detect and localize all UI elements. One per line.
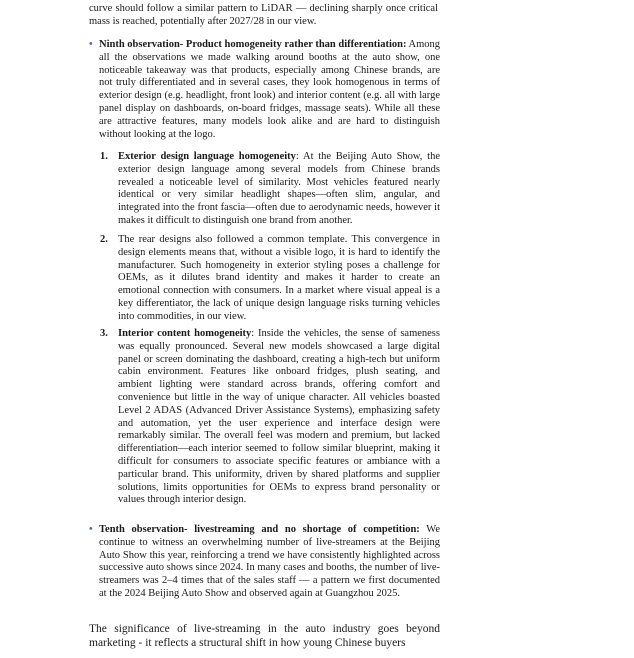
item-number: 3. [100,328,108,339]
item-number: 2. [100,234,108,245]
bullet-ninth-observation [89,39,440,141]
item-text [118,234,440,324]
numbered-item-interior [100,328,440,507]
bullet-marker: • [89,524,93,535]
bullet-body: We continue to witness an overwhelming number of live-streamers at the Beijing Auto Show this year, reinforcing a trend we have consistently highlighted across successive auto shows since 2024. In many cases and booths, the number of live-streamers was 2–4 times that of the sales staff — a pattern we first documented at the 2024 Beijing Auto Show and observed again at Guangzhou 2025. [99,524,441,599]
numbered-item-exterior [100,151,440,228]
bullet-heading: Tenth observation- livestreaming and no shortage of competition: [99,524,420,535]
numbered-item-rear-design [100,234,440,324]
closing-paragraph: The significance of live-streaming in the auto industry goes beyond marketing - it reflects a structural shift in how young Chinese buyers [89,623,440,649]
item-text [118,328,440,507]
item-number: 1. [100,151,108,162]
item-heading: Interior content homogeneity [118,328,252,339]
item-body: : At the Beijing Auto Show, the exterior design language among several models from Chinese brands revealed a noticeable level of similarity. Most vehicles featured nearly identical or very similar headlight shapes—often slim, angular, and integrated into the front fascia—often due to aerodynamic needs, however it makes it difficult to distinguish one brand from another. [118,151,440,226]
item-text [118,151,440,228]
item-heading: Exterior design language homogeneity [118,151,296,162]
bullet-tenth-observation [89,524,440,601]
bullet-body: Among all the observations we made walking around booths at the auto show, one noticeable takeaway was that products, especially among Chinese brands, are not truly differentiated and in several cases, they look homogenous in terms of exterior design (e.g. headlight, front look) and interior content (e.g. all with large panel display on dashboards, on-board fridges, massage seats). While all these are attractive features, many models look alike and are hard to distinguish without looking at the logo. [99,39,441,140]
bullet-marker: • [89,39,93,50]
item-body: The rear designs also followed a common template. This convergence in design elements means that, without a visible logo, it is hard to identify the manufacturer. Such homogeneity in exterior styling poses a challenge for OEMs, as it dilutes brand identity and makes it harder to create an emotional connection with consumers. In a market where visual appeal is a key differentiator, the lack of unique design language risks turning vehicles into commodities, in our view. [118,234,440,322]
item-body: : Inside the vehicles, the sense of sameness was equally pronounced. Several new models showcased a large digital panel or screen dominating the dashboard, creating a high-tech but uniform cabin environment. Features like onboard fridges, plush seating, and ambient lighting were standard across brands, offering comfort and convenience but little in the way of unique character. All vehicles boasted Level 2 ADAS (Advanced Driver Assistance Systems), emphasizing safety and automation, yet the user experience and interface design were remarkably similar. The overall feel was modern and premium, but lacked differentiation—each interior seemed to follow similar blueprint, making it difficult for consumers to associate specific features or ambiance with a particular brand. This uniformity, driven by shared platforms and supplier solutions, limits opportunities for OEMs to express brand personality or values through interior design. [118,328,440,506]
intro-paragraph: curve should follow a similar pattern to LiDAR — declining sharply once critical mass is reached, potentially after 2027/28 in our view. [89,3,438,27]
bullet-text [99,524,440,601]
bullet-text [99,39,440,141]
bullet-heading: Ninth observation- Product homogeneity rather than differentiation: [99,39,407,50]
